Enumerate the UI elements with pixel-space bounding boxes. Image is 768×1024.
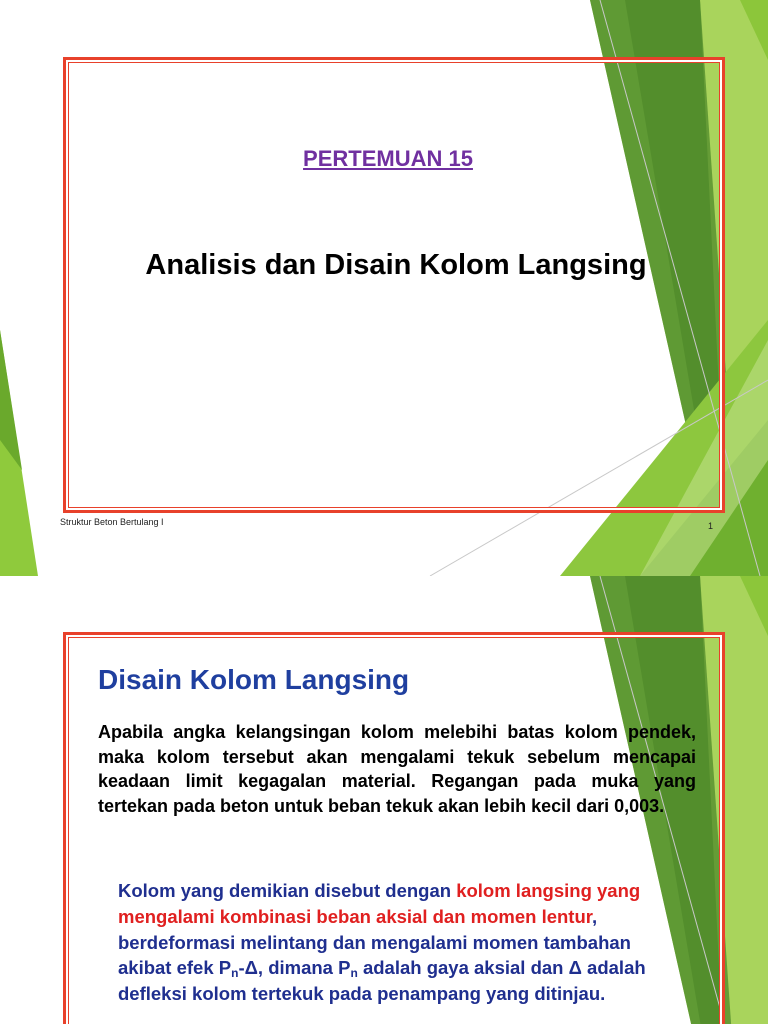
slide-subtitle: PERTEMUAN 15 [303, 146, 473, 171]
slide-title: Analisis dan Disain Kolom Langsing [145, 249, 647, 281]
slide-2 [0, 576, 768, 1024]
highlight-paragraph [118, 878, 678, 1007]
body-paragraph: Apabila angka kelangsingan kolom melebihi batas kolom pendek, maka kolom tersebut akan mengalami tekuk sebelum mencapai keadaan limit kegagalan material. Regangan pada muka yang tertekan pada beton untuk beban tekuk akan lebih kecil dari 0,003. [98, 722, 696, 816]
para-text: Kolom yang demikian disebut dengan [118, 880, 457, 901]
slide-number: 1 [708, 521, 714, 531]
subscript: n [231, 966, 239, 981]
para-text: , berdeformasi melintang dan mengalami momen tambahan akibat efek P [118, 905, 631, 979]
slide-frame [63, 57, 725, 513]
slide-footer: Struktur Beton Bertulang I [60, 517, 164, 527]
para-text: adalah gaya aksial dan Δ adalah defleksi kolom tertekuk pada penampang yang ditinjau. [118, 957, 646, 1005]
highlight-text: kolom langsing yang mengalami kombinasi beban aksial dan momen lentur [118, 880, 641, 927]
para-text: -Δ, dimana P [238, 957, 351, 979]
slide-heading: Disain Kolom Langsing [98, 664, 410, 695]
subscript: n [350, 966, 358, 981]
